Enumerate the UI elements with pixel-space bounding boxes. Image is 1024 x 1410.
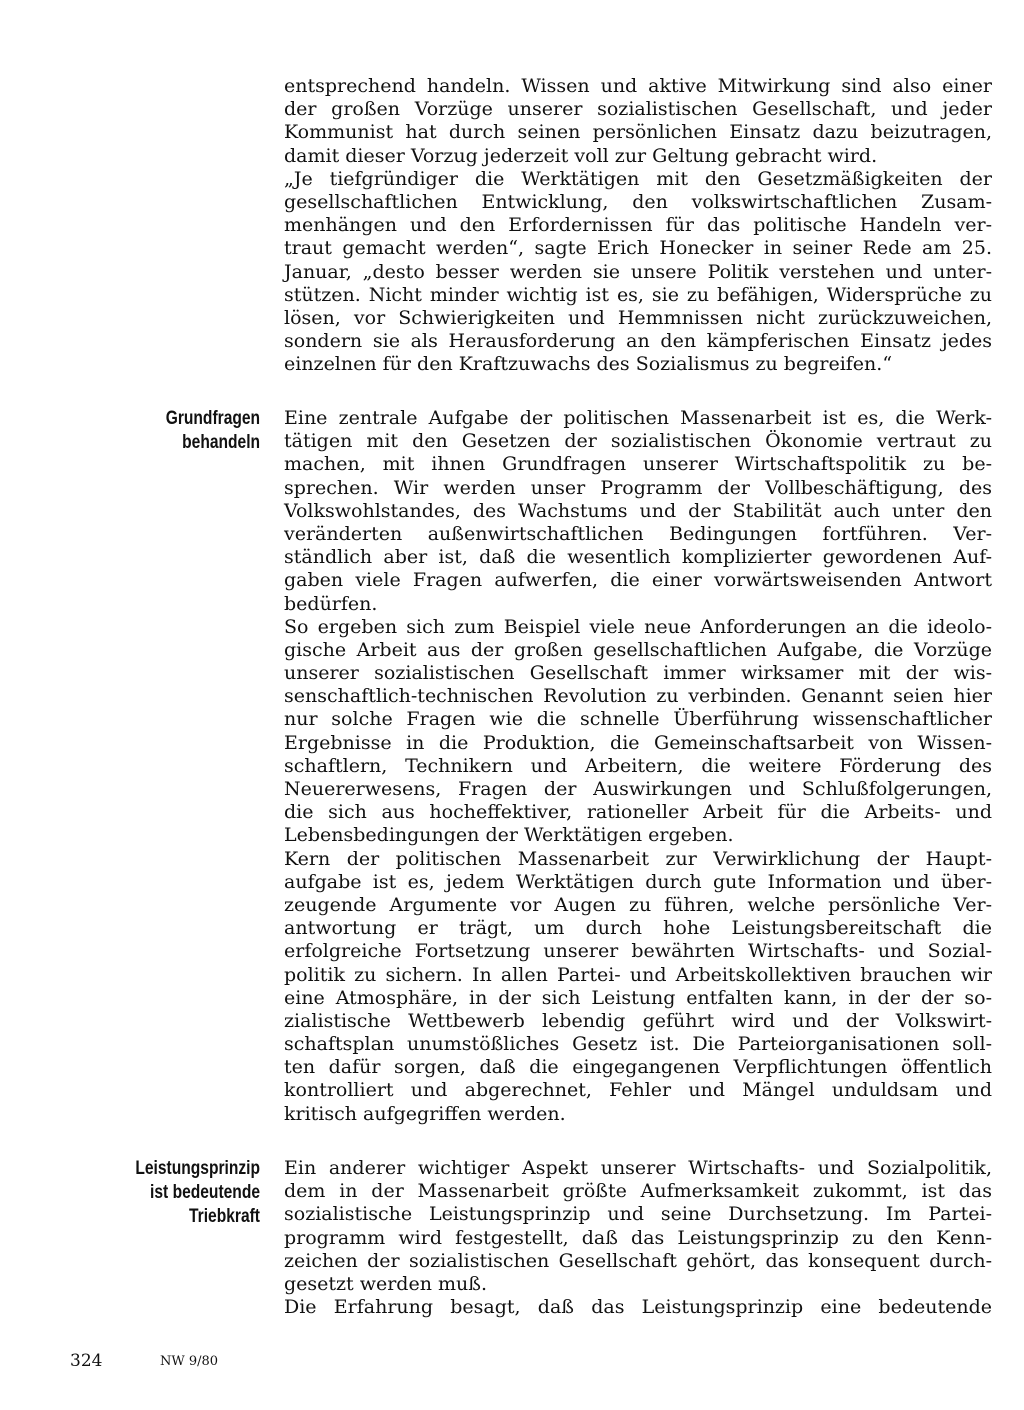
text-line: stützen. Nicht minder wichtig ist es, sie zu befähigen, Widersprüche zu: [284, 283, 992, 306]
text-line: zeugende Argumente vor Augen zu führen, welche persönliche Ver-: [284, 893, 992, 916]
text-line: Kern der politischen Massenarbeit zur Verwirklichung der Haupt-: [284, 847, 992, 870]
text-line: sozialistische Leistungsprinzip und seine Durchsetzung. Im Partei-: [284, 1203, 992, 1226]
margin-heading-leistungsprinzip: [135, 1157, 260, 1229]
page-number: 324: [70, 1351, 103, 1371]
text-line: sprechen. Wir werden unser Programm der Vollbeschäftigung, des: [284, 476, 992, 499]
text-line: nur solche Fragen wie die schnelle Überführung wissenschaftlicher: [284, 708, 992, 731]
text-line: Ergebnisse in die Produktion, die Gemeinschaftsarbeit von Wissen-: [284, 731, 992, 754]
text-line: senschaftlich-technischen Revolution zu verbinden. Genannt seien hier: [284, 685, 992, 708]
text-line: politik zu sichern. In allen Partei- und Arbeitskollektiven brauchen wir: [284, 963, 992, 986]
margin-heading-line: Grundfragen: [165, 408, 260, 429]
text-line: Januar, „desto besser werden sie unsere Politik verstehen und unter-: [284, 260, 992, 283]
text-line: ständlich aber ist, daß die wesentlich komplizierter gewordenen Auf-: [284, 546, 992, 569]
text-line: gische Arbeit aus der großen gesellschaftlichen Aufgabe, die Vorzüge: [284, 638, 992, 661]
text-line: erfolgreiche Fortsetzung unserer bewährten Wirtschafts- und Sozial-: [284, 940, 992, 963]
text-line: antwortung er trägt, um durch hohe Leistungsbereitschaft die: [284, 917, 992, 940]
text-line: Volkswohlstandes, des Wachstums und der Stabilität auch unter den: [284, 499, 992, 522]
text-line: schaftsplan unumstößliches Gesetz ist. Die Parteiorganisationen soll-: [284, 1033, 992, 1056]
text-line: tätigen mit den Gesetzen der sozialistischen Ökonomie vertraut zu: [284, 430, 992, 453]
text-line: entsprechend handeln. Wissen und aktive Mitwirkung sind also einer: [284, 75, 992, 97]
text-line: So ergeben sich zum Beispiel viele neue Anforderungen an die ideolo-: [284, 615, 992, 638]
margin-heading-line: ist bedeutende: [150, 1182, 260, 1203]
text-line: unserer sozialistischen Gesellschaft immer wirksamer mit der wis-: [284, 662, 992, 685]
text-line: bedürfen.: [284, 592, 378, 615]
margin-heading-line: behandeln: [182, 432, 260, 453]
text-line: Neuererwesens, Fragen der Auswirkungen und Schlußfolgerungen,: [284, 778, 992, 800]
text-line: Lebensbedingungen der Werktätigen ergeben.: [284, 824, 734, 847]
text-line: damit dieser Vorzug jederzeit voll zur Geltung gebracht wird.: [284, 144, 878, 167]
issue-reference: NW 9/80: [160, 1354, 219, 1369]
text-line: zialistische Wettbewerb lebendig geführt wird und der Volkswirt-: [284, 1009, 992, 1032]
text-line: gesellschaftlichen Entwicklung, den volkswirtschaftlichen Zusam-: [284, 190, 992, 213]
margin-heading-grundfragen: [166, 407, 260, 455]
text-line: die sich aus hocheffektiver, rationeller Arbeit für die Arbeits- und: [284, 801, 992, 824]
section-leistungsprinzip-text: [284, 1157, 992, 1319]
text-line: der großen Vorzüge unserer sozialistischen Gesellschaft, und jeder: [284, 98, 992, 121]
section-grundfragen-text: [284, 407, 992, 1126]
text-line: sondern sie als Herausforderung an den kämpferischen Einsatz jedes: [284, 330, 992, 353]
text-line: kontrolliert und abgerechnet, Fehler und Mängel unduldsam und: [284, 1079, 992, 1102]
text-line: Die Erfahrung besagt, daß das Leistungsprinzip eine bedeutende: [284, 1296, 992, 1319]
text-line: Eine zentrale Aufgabe der politischen Massenarbeit ist es, die Werk-: [284, 407, 992, 429]
section-top-text: [284, 75, 992, 376]
text-line: traut gemacht werden“, sagte Erich Honecker in seiner Rede am 25.: [284, 237, 992, 260]
text-line: machen, mit ihnen Grundfragen unserer Wirtschaftspolitik zu be-: [284, 453, 992, 476]
margin-heading-line: Leistungsprinzip: [135, 1158, 260, 1179]
text-line: gesetzt werden muß.: [284, 1272, 487, 1295]
text-line: eine Atmosphäre, in der sich Leistung entfalten kann, in der der so-: [284, 986, 992, 1009]
text-line: Kommunist hat durch seinen persönlichen Einsatz dazu beizutragen,: [284, 121, 992, 144]
margin-heading-line: Triebkraft: [188, 1206, 260, 1227]
text-line: ten dafür sorgen, daß die eingegangenen Verpflichtungen öffentlich: [284, 1056, 992, 1079]
text-line: Ein anderer wichtiger Aspekt unserer Wirtschafts- und Sozialpolitik,: [284, 1157, 992, 1179]
text-line: schaftlern, Technikern und Arbeitern, die weitere Förderung des: [284, 754, 992, 777]
text-line: zeichen der sozialistischen Gesellschaft gehört, das konsequent durch-: [284, 1249, 992, 1272]
text-line: kritisch aufgegriffen werden.: [284, 1102, 566, 1125]
text-line: „Je tiefgründiger die Werktätigen mit den Gesetzmäßigkeiten der: [284, 167, 992, 190]
text-line: lösen, vor Schwierigkeiten und Hemmnissen nicht zurückzuweichen,: [284, 306, 992, 329]
text-line: menhängen und den Erfordernissen für das politische Handeln ver-: [284, 214, 992, 237]
text-line: programm wird festgestellt, daß das Leistungsprinzip zu den Kenn-: [284, 1226, 992, 1249]
text-line: veränderten außenwirtschaftlichen Bedingungen fortführen. Ver-: [284, 522, 992, 545]
text-line: einzelnen für den Kraftzuwachs des Sozialismus zu begreifen.“: [284, 353, 893, 376]
text-line: aufgabe ist es, jedem Werktätigen durch gute Information und über-: [284, 870, 992, 893]
text-line: dem in der Massenarbeit größte Aufmerksamkeit zukommt, ist das: [284, 1180, 992, 1203]
text-line: gaben viele Fragen aufwerfen, die einer vorwärtsweisenden Antwort: [284, 569, 992, 592]
